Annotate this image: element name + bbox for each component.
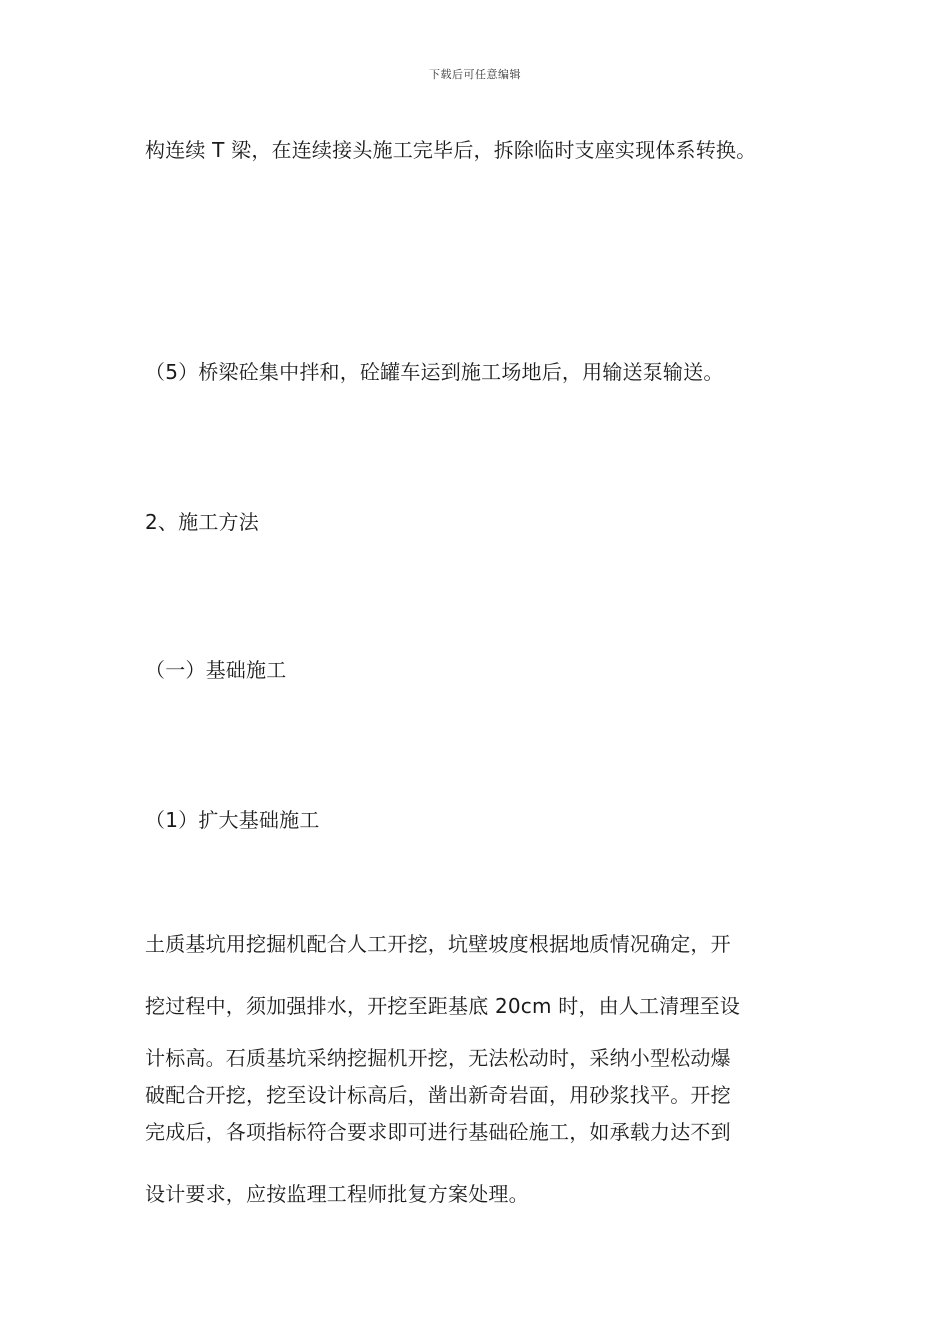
text-line: 完成后，各项指标符合要求即可进行基础砼施工，如承载力达不到: [145, 1120, 731, 1144]
text-line: （5）桥梁砼集中拌和，砼罐车运到施工场地后，用输送泵输送。: [145, 360, 724, 384]
section-heading: 2、施工方法: [145, 510, 259, 534]
text-line: 计标高。石质基坑采纳挖掘机开挖，无法松动时，采纳小型松动爆: [145, 1046, 731, 1070]
text-line: 土质基坑用挖掘机配合人工开挖，坑壁坡度根据地质情况确定，开: [145, 932, 731, 956]
subsection-heading: （一）基础施工: [145, 658, 287, 682]
text-line: 构连续 T 梁，在连续接头施工完毕后，拆除临时支座实现体系转换。: [145, 138, 757, 162]
text-line: 设计要求，应按监理工程师批复方案处理。: [145, 1182, 529, 1206]
text-line: 挖过程中，须加强排水，开挖至距基底 20cm 时，由人工清理至设: [145, 994, 741, 1018]
header-note: 下载后可任意编辑: [429, 68, 521, 81]
text-line: 破配合开挖，挖至设计标高后，凿出新奇岩面，用砂浆找平。开挖: [145, 1083, 731, 1107]
subsection-heading: （1）扩大基础施工: [145, 808, 320, 832]
